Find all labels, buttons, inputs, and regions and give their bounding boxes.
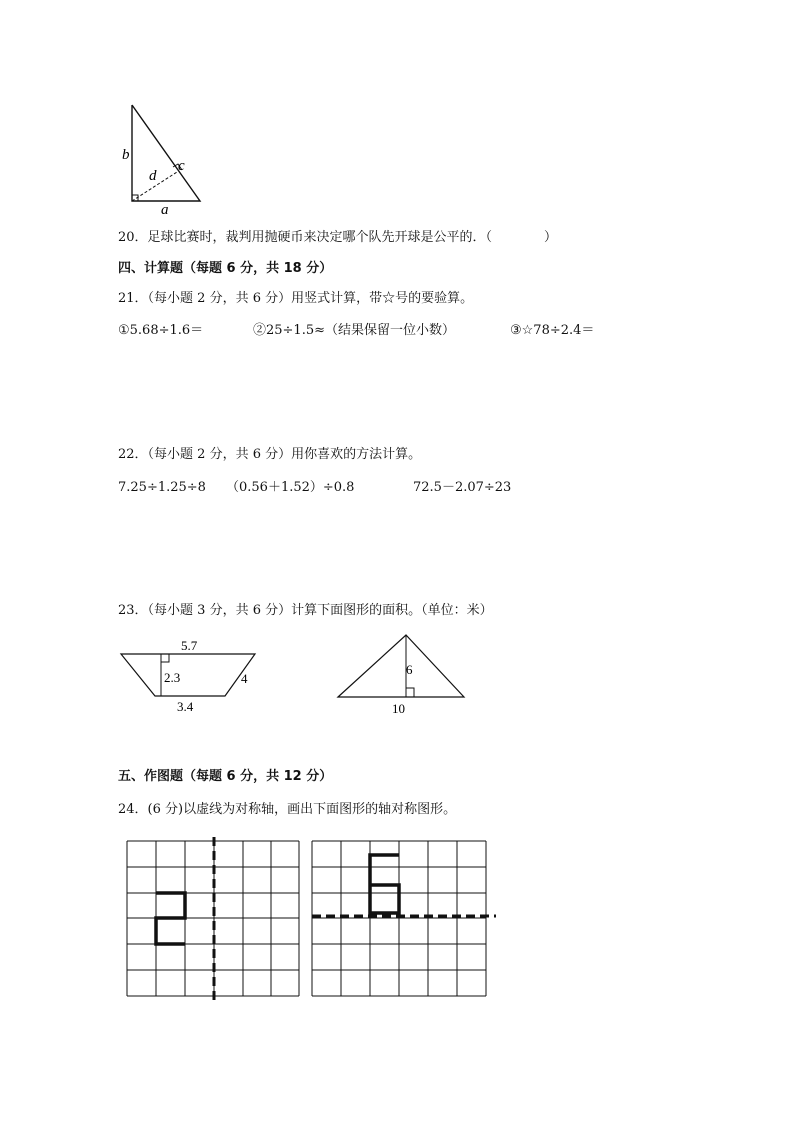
trapezoid-side-label: 4 — [241, 671, 248, 686]
label-c: c — [178, 158, 185, 174]
triangle-figure — [330, 630, 470, 720]
triangle-height-label: 6 — [406, 662, 413, 677]
question-24-stem: 24．(6 分)以虚线为对称轴，画出下面图形的轴对称图形。 — [118, 802, 457, 817]
grid-figure-2 — [306, 835, 498, 1005]
label-d: d — [149, 168, 157, 184]
q21-item-1: ①5.68÷1.6＝ — [118, 323, 204, 338]
q22-item-2: （0.56＋1.52）÷0.8 — [226, 480, 355, 495]
q21-item-2: ②25÷1.5≈（结果保留一位小数） — [253, 323, 456, 338]
section-4-title: 四、计算题（每题 6 分，共 18 分） — [118, 261, 333, 276]
label-a: a — [161, 202, 169, 218]
question-20: 20．足球比赛时，裁判用抛硬币来决定哪个队先开球是公平的．（ ） — [118, 230, 558, 245]
section-5-title: 五、作图题（每题 6 分，共 12 分） — [118, 769, 333, 784]
question-21-stem: 21．（每小题 2 分，共 6 分）用竖式计算，带☆号的要验算。 — [118, 291, 474, 306]
question-22-stem: 22．（每小题 2 分，共 6 分）用你喜欢的方法计算。 — [118, 447, 422, 462]
right-triangle-figure — [115, 100, 215, 220]
question-23-stem: 23．（每小题 3 分，共 6 分）计算下面图形的面积。（单位：米） — [118, 603, 493, 618]
q22-item-3: 72.5－2.07÷23 — [413, 480, 512, 495]
q22-item-1: 7.25÷1.25÷8 — [118, 480, 206, 495]
trapezoid-bottom-label: 3.4 — [177, 699, 194, 714]
trapezoid-height-label: 2.3 — [164, 670, 181, 685]
triangle-base-label: 10 — [392, 701, 405, 716]
trapezoid-figure — [115, 635, 265, 715]
label-b: b — [122, 147, 130, 163]
trapezoid-top-label: 5.7 — [181, 638, 198, 653]
grid-figure-1 — [120, 835, 310, 1005]
q21-item-3: ③☆78÷2.4＝ — [510, 323, 595, 338]
